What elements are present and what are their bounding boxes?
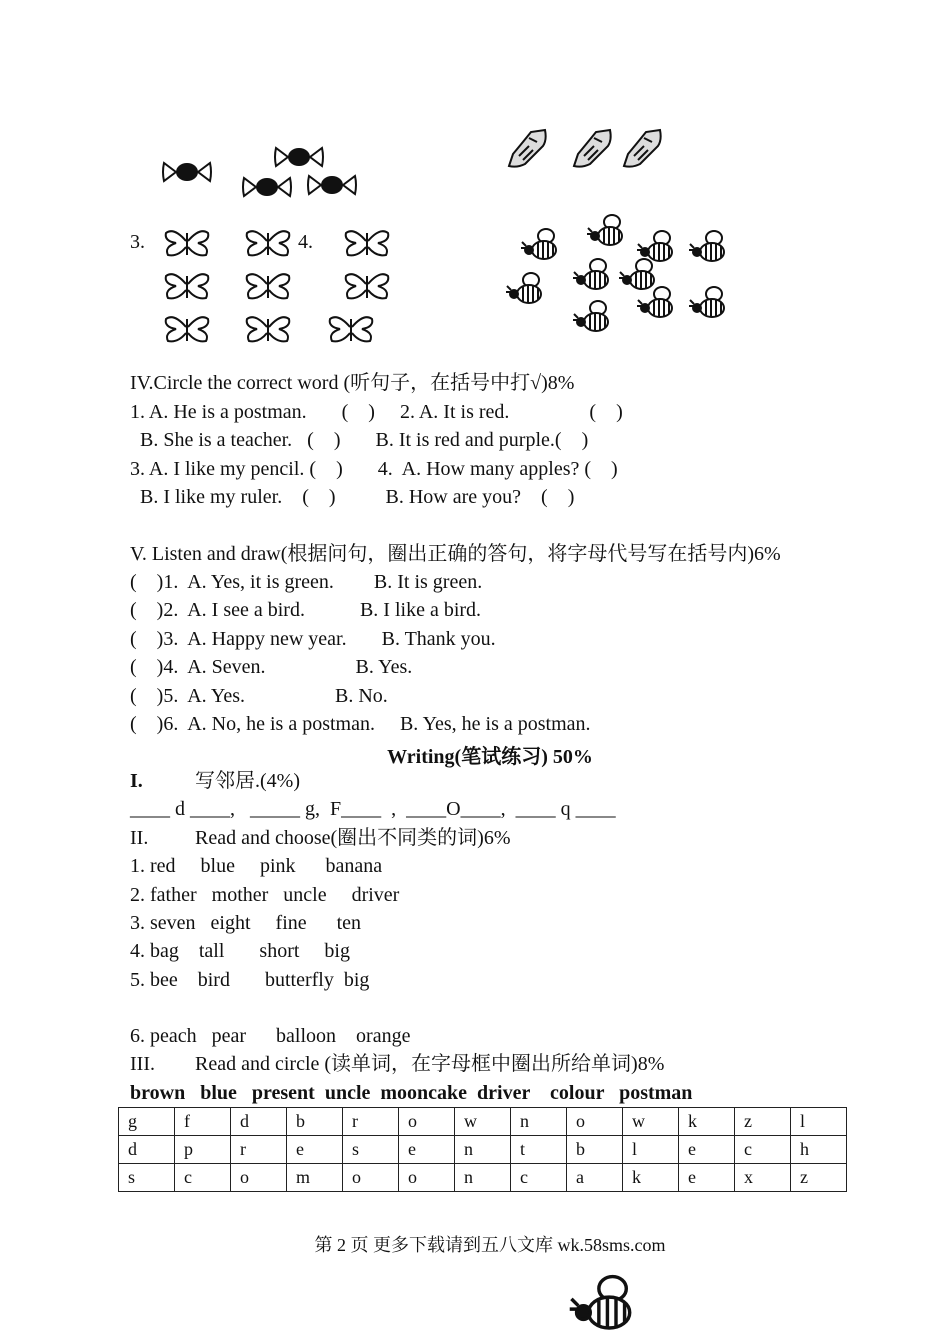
butterfly-icon (243, 270, 293, 302)
grid-cell[interactable]: o (343, 1164, 399, 1192)
grid-cell[interactable]: e (399, 1136, 455, 1164)
grid-cell[interactable]: k (623, 1164, 679, 1192)
writing-part3-title: Read and circle (读单词，在字母框中圈出所给单词)8% (195, 1053, 665, 1075)
bee-icon (520, 226, 562, 264)
writing-part2-item: 6. peach pear balloon orange (130, 1025, 411, 1047)
grid-cell[interactable]: r (343, 1108, 399, 1136)
writing-part2-item: 5. bee bird butterfly big (130, 969, 370, 991)
grid-cell[interactable]: c (175, 1164, 231, 1192)
grid-cell[interactable]: a (567, 1164, 623, 1192)
section-v-item: ( )6. A. No, he is a postman. B. Yes, he is a postman. (130, 713, 591, 735)
grid-cell[interactable]: r (231, 1136, 287, 1164)
section-iv-line: B. She is a teacher. ( ) B. It is red and purple.( ) (130, 429, 589, 451)
grid-cell[interactable]: e (679, 1136, 735, 1164)
grid-cell[interactable]: e (287, 1136, 343, 1164)
bee-icon (572, 298, 614, 336)
butterfly-icon (162, 313, 212, 345)
grid-cell[interactable]: c (511, 1164, 567, 1192)
letter-grid (118, 1107, 847, 1192)
section-v-title: V. Listen and draw(根据问句，圈出正确的答句，将字母代号写在括号内)6% (130, 543, 781, 565)
writing-part2-item: 3. seven eight fine ten (130, 912, 362, 934)
grid-cell[interactable]: m (287, 1164, 343, 1192)
shoe-icon (505, 128, 549, 170)
table-row (119, 1108, 847, 1136)
grid-cell[interactable]: d (119, 1136, 175, 1164)
grid-cell[interactable]: d (231, 1108, 287, 1136)
grid-cell[interactable]: l (623, 1136, 679, 1164)
writing-part1-line: ____ d ____, _____ g, F____ , ____O____, ____ q ____ (130, 798, 616, 820)
grid-cell[interactable]: s (119, 1164, 175, 1192)
grid-cell[interactable]: e (679, 1164, 735, 1192)
bee-icon (586, 212, 628, 250)
writing-part3-number: III. (130, 1053, 155, 1075)
grid-cell[interactable]: l (791, 1108, 847, 1136)
writing-part2-item: 2. father mother uncle driver (130, 884, 400, 906)
butterfly-icon (162, 227, 212, 259)
butterfly-icon (243, 313, 293, 345)
writing-part2-title: Read and choose(圈出不同类的词)6% (195, 827, 511, 849)
bee-icon (688, 228, 730, 266)
bee-icon (568, 1270, 640, 1338)
section-v-item: ( )3. A. Happy new year. B. Thank you. (130, 628, 496, 650)
section-v-item: ( )1. A. Yes, it is green. B. It is green. (130, 571, 483, 593)
writing-part2-number: II. (130, 827, 149, 849)
grid-cell[interactable]: x (735, 1164, 791, 1192)
writing-heading: Writing(笔试练习) 50% (387, 746, 593, 768)
bee-icon (636, 284, 678, 322)
grid-cell[interactable]: b (287, 1108, 343, 1136)
bee-icon (505, 270, 547, 308)
grid-cell[interactable]: z (791, 1164, 847, 1192)
shoe-icon (620, 128, 664, 170)
grid-cell[interactable]: c (735, 1136, 791, 1164)
grid-cell[interactable]: t (511, 1136, 567, 1164)
grid-cell[interactable]: z (735, 1108, 791, 1136)
bee-icon (572, 256, 614, 294)
section-v-item: ( )4. A. Seven. B. Yes. (130, 656, 413, 678)
section-v-item: ( )2. A. I see a bird. B. I like a bird. (130, 599, 482, 621)
grid-cell[interactable]: p (175, 1136, 231, 1164)
table-row (119, 1136, 847, 1164)
grid-cell[interactable]: s (343, 1136, 399, 1164)
grid-cell[interactable]: o (567, 1108, 623, 1136)
candy-icon (305, 168, 359, 202)
grid-cell[interactable]: n (455, 1164, 511, 1192)
butterfly-icon (326, 313, 376, 345)
picture-number-3: 3. (130, 231, 145, 253)
writing-part2-item: 1. red blue pink banana (130, 855, 383, 877)
section-iv-line: 3. A. I like my pencil. ( ) 4. A. How many apples? ( ) (130, 458, 618, 480)
shoe-icon (570, 128, 614, 170)
section-iv-line: B. I like my ruler. ( ) B. How are you? ( ) (130, 486, 575, 508)
bee-icon (688, 284, 730, 322)
page-footer: 第 2 页 更多下载请到五八文库 wk.58sms.com (314, 1235, 666, 1255)
grid-cell[interactable]: o (399, 1164, 455, 1192)
grid-cell[interactable]: w (623, 1108, 679, 1136)
grid-cell[interactable]: o (231, 1164, 287, 1192)
writing-part2-item: 4. bag tall short big (130, 940, 350, 962)
grid-cell[interactable]: w (455, 1108, 511, 1136)
grid-cell[interactable]: g (119, 1108, 175, 1136)
candy-icon (160, 155, 214, 189)
grid-cell[interactable]: h (791, 1136, 847, 1164)
section-v-item: ( )5. A. Yes. B. No. (130, 685, 388, 707)
candy-icon (240, 170, 294, 204)
grid-cell[interactable]: n (455, 1136, 511, 1164)
grid-cell[interactable]: o (399, 1108, 455, 1136)
butterfly-icon (342, 270, 392, 302)
butterfly-icon (342, 227, 392, 259)
writing-part1-title: 写邻居.(4%) (195, 770, 300, 792)
section-iv-title: IV.Circle the correct word (听句子，在括号中打√)8% (130, 372, 575, 394)
grid-cell[interactable]: k (679, 1108, 735, 1136)
table-row (119, 1164, 847, 1192)
butterfly-icon (243, 227, 293, 259)
picture-number-4: 4. (298, 231, 313, 253)
writing-part1-number: I. (130, 770, 143, 792)
grid-cell[interactable]: f (175, 1108, 231, 1136)
word-bank: brown blue present uncle mooncake driver colour postman (130, 1082, 693, 1104)
section-iv-line: 1. A. He is a postman. ( ) 2. A. It is red. ( ) (130, 401, 623, 423)
grid-cell[interactable]: n (511, 1108, 567, 1136)
grid-cell[interactable]: b (567, 1136, 623, 1164)
butterfly-icon (162, 270, 212, 302)
